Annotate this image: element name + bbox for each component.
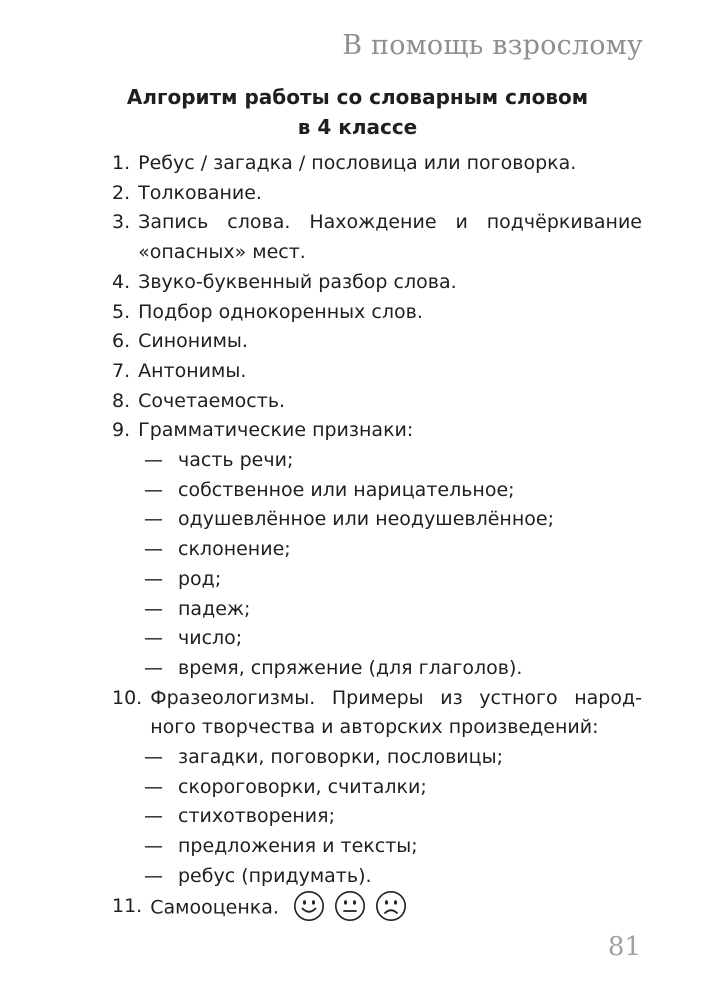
list-item-1: 1. Ребус / загадка / пословица или поговорка. bbox=[112, 152, 577, 174]
sub-item: — ребус (придумать). bbox=[144, 864, 372, 887]
sub-item: — время, спряжение (для глаголов). bbox=[144, 656, 523, 679]
sub-item: — род; bbox=[144, 567, 222, 590]
list-item-11: 11. Самооценка. bbox=[112, 892, 642, 924]
sub-item: — стихотворения; bbox=[144, 805, 335, 828]
list-item-7: 7. Антонимы. bbox=[112, 359, 247, 382]
sub-item: — предложения и тексты; bbox=[144, 835, 418, 858]
sub-item: — часть речи; bbox=[144, 449, 294, 472]
list-item-6: 6. Синонимы. bbox=[112, 330, 248, 353]
sub-item: — скороговорки, считалки; bbox=[144, 775, 427, 798]
algorithm-list bbox=[112, 149, 642, 924]
list-item-8: 8. Сочетаемость. bbox=[112, 389, 286, 412]
sub-item: — склонение; bbox=[144, 538, 291, 561]
self-assessment-faces bbox=[293, 890, 407, 922]
section-header: В помощь взрослому bbox=[342, 30, 643, 61]
list-item-3-line-1: Запись слова. Нахождение и подчёркивание bbox=[138, 211, 642, 234]
sub-item: — число; bbox=[144, 627, 243, 650]
sad-face-icon bbox=[375, 890, 407, 922]
page-number: 81 bbox=[607, 932, 641, 962]
list-item-2: 2. Толкование. bbox=[112, 181, 262, 204]
title-line-2: в 4 классе bbox=[297, 115, 418, 139]
list-item-10-line-1: Фразеологизмы. Примеры из устного народ- bbox=[150, 686, 642, 709]
list-item-4: 4. Звуко-буквенный разбор слова. bbox=[112, 270, 457, 293]
list-item-3-line-2: «опасных» мест. bbox=[138, 241, 306, 264]
sub-item: — собственное или нарицательное; bbox=[144, 478, 515, 501]
list-item-10: 10. Фразеологизмы. Примеры из устного народ- ного творчества и авторских произведений: bbox=[112, 684, 642, 743]
sub-item: — одушевлённое или неодушевлённое; bbox=[144, 508, 554, 531]
list-item-5: 5. Подбор однокоренных слов. bbox=[112, 300, 423, 323]
title-line-1: Алгоритм работы со словарным словом bbox=[126, 85, 589, 109]
sub-item: — загадки, поговорки, пословицы; bbox=[144, 746, 503, 769]
page-title bbox=[0, 82, 715, 142]
smiling-face-icon bbox=[293, 890, 325, 922]
neutral-face-icon bbox=[334, 890, 366, 922]
self-assessment-label: Самооценка. bbox=[150, 896, 279, 919]
list-item-10-line-2: ного творчества и авторских произведений: bbox=[150, 716, 599, 739]
sub-item: — падеж; bbox=[144, 597, 251, 620]
list-item-3: 3. Запись слова. Нахождение и подчёркивание «опасных» мест. bbox=[112, 208, 642, 267]
list-item-9: 9. Грамматические признаки: bbox=[112, 419, 414, 442]
